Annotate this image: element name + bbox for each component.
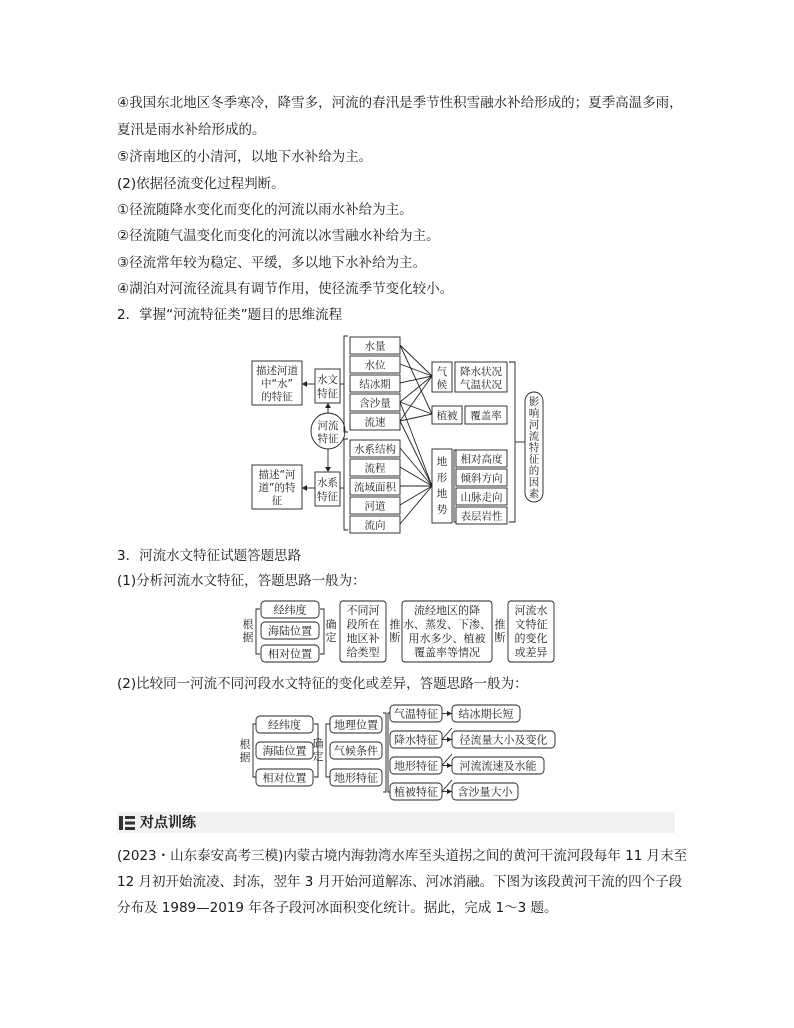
result-item: 径流量大小及变化 <box>459 733 548 747</box>
svg-text:断: 断 <box>389 631 401 644</box>
rule-2: ②径流随气温变化而变化的河流以冰雪融水补给为主。 <box>117 228 440 244</box>
feature-item: 地形特征 <box>394 759 438 773</box>
subheading-1: (1)分析河流水文特征，答题思路一般为： <box>117 573 366 589</box>
svg-text:征: 征 <box>528 453 540 466</box>
system-item: 流程 <box>364 462 386 475</box>
para-5: ⑤济南地区的小清河，以地下水补给为主。 <box>117 149 373 165</box>
factors-label <box>529 396 540 500</box>
result-line: 地区补 <box>346 632 380 645</box>
exercise-line-1: (2023・山东泰安高考三模)内蒙古境内海勃湾水库至头道拐之间的黄河干流河段每年 11 月末至 <box>117 848 688 864</box>
process-line: 流经地区的降 <box>414 604 480 617</box>
process-line: 用水多少、植被 <box>408 632 486 645</box>
svg-text:流: 流 <box>528 430 540 443</box>
hydro-item: 水位 <box>364 359 386 372</box>
svg-text:据: 据 <box>239 751 251 764</box>
river-features-diagram <box>248 330 548 534</box>
svg-text:特: 特 <box>528 442 540 454</box>
hydro-item: 结冰期 <box>359 378 391 391</box>
hydro-item: 水量 <box>364 340 386 353</box>
process-line: 覆盖率等情况 <box>414 646 480 659</box>
result-item: 结冰期长短 <box>458 707 514 721</box>
svg-text:素: 素 <box>528 488 540 500</box>
system-label: 水系 <box>317 477 338 489</box>
connector-lines <box>400 345 432 524</box>
svg-text:确: 确 <box>325 618 337 631</box>
basis-item: 相对位置 <box>262 771 307 785</box>
hydro-label: 特征 <box>317 388 338 400</box>
vegetation-item: 覆盖率 <box>470 410 502 422</box>
terrain-label: 势 <box>436 504 448 516</box>
system-item: 水系结构 <box>354 443 396 456</box>
terrain-label: 地 <box>436 456 448 468</box>
climate-item: 降水状况 <box>460 366 502 378</box>
final-line: 河流水 <box>514 604 548 617</box>
svg-text:据: 据 <box>242 631 254 644</box>
mid-item: 地形特征 <box>334 771 378 785</box>
exercise-line-2: 12 月初开始流凌、封冻，翌年 3 月开始河道解冻、河冰消融。下图为该段黄河干流的四个子段 <box>117 874 683 890</box>
rule-4: ④湖泊对河流径流具有调节作用，使径流季节变化较小。 <box>117 281 454 297</box>
result-line: 不同河 <box>346 604 380 617</box>
section-title: 对点训练 <box>140 815 196 831</box>
svg-text:确: 确 <box>312 737 324 750</box>
svg-text:因: 因 <box>528 476 540 489</box>
terrain-label: 地 <box>436 488 448 500</box>
terrain-label: 形 <box>436 472 448 484</box>
terrain-item: 山脉走向 <box>460 491 503 504</box>
system-item: 流向 <box>364 519 386 532</box>
hydro-label: 水文 <box>317 374 338 386</box>
mid-item: 气候条件 <box>334 744 378 758</box>
vegetation-label: 植被 <box>436 410 458 422</box>
feature-item: 降水特征 <box>394 733 438 747</box>
para-4b: 夏汛是雨水补给形成的。 <box>117 122 266 138</box>
svg-text:推: 推 <box>389 618 401 631</box>
terrain-item: 相对高度 <box>460 453 503 466</box>
subheading-2: (2)比较同一河流不同河段水文特征的变化或差异，答题思路一般为： <box>117 676 528 692</box>
river-label: 河流 <box>317 420 339 432</box>
para-4a: ④我国东北地区冬季寒冷，降雪多，河流的春汛是季节性积雪融水补给形成的；夏季高温多雨， <box>117 95 683 111</box>
heading-2: 2．掌握“河流特征类”题目的思维流程 <box>117 307 343 323</box>
final-line: 文特征 <box>514 618 548 631</box>
left-top-line: 中“水” <box>261 378 293 390</box>
svg-text:根: 根 <box>239 738 251 751</box>
result-item: 含沙量大小 <box>457 785 513 799</box>
svg-text:河: 河 <box>528 419 540 431</box>
mid-item: 地理位置 <box>334 718 378 732</box>
hydro-analysis-diagram <box>240 598 570 666</box>
section-bar <box>117 812 675 833</box>
result-line: 段所在 <box>346 618 380 631</box>
left-top-line: 的特征 <box>261 391 293 403</box>
final-line: 的变化 <box>514 632 548 645</box>
left-bottom-line: 道”的特 <box>258 482 296 494</box>
hydro-item: 流速 <box>364 416 386 429</box>
basis-item: 经纬度 <box>268 718 301 732</box>
basis-item: 相对位置 <box>268 647 312 661</box>
system-item: 河道 <box>364 500 386 513</box>
terrain-item: 倾斜方向 <box>460 472 503 485</box>
svg-text:定: 定 <box>312 750 324 763</box>
svg-text:响: 响 <box>528 407 540 420</box>
basis-item: 海陆位置 <box>262 744 307 758</box>
river-section-diagram <box>236 702 566 802</box>
section-list-icon <box>119 816 135 830</box>
terrain-item: 表层岩性 <box>460 510 503 523</box>
river-label: 特征 <box>317 433 339 445</box>
climate-label: 气 <box>436 366 448 378</box>
climate-item: 气温状况 <box>460 379 502 391</box>
left-bottom-line: 描述“河 <box>258 469 296 481</box>
exercise-line-3: 分布及 1989—2019 年各子段河冰面积变化统计。据此，完成 1～3 题。 <box>117 900 558 916</box>
rule-1: ①径流随降水变化而变化的河流以雨水补给为主。 <box>117 202 413 218</box>
svg-text:定: 定 <box>325 631 337 644</box>
heading-3: 3．河流水文特征试题答题思路 <box>117 548 302 564</box>
rule-3: ③径流常年较为稳定、平缓，多以地下水补给为主。 <box>117 255 427 271</box>
hydro-items <box>350 337 400 430</box>
feature-item: 气温特征 <box>394 707 438 721</box>
system-items <box>350 440 400 533</box>
svg-text:根: 根 <box>242 618 254 631</box>
system-item: 流域面积 <box>354 481 396 494</box>
result-item: 河流流速及水能 <box>459 759 537 773</box>
feature-item: 植被特征 <box>394 785 438 799</box>
left-bottom-line: 征 <box>271 495 283 507</box>
process-line: 水、蒸发、下渗、 <box>403 618 491 631</box>
result-line: 给类型 <box>346 646 380 659</box>
left-top-line: 描述河道 <box>256 365 298 377</box>
svg-text:推: 推 <box>494 618 506 631</box>
hydro-item: 含沙量 <box>359 397 391 410</box>
svg-text:影: 影 <box>528 396 540 408</box>
final-line: 或差异 <box>514 646 548 659</box>
basis-item: 经纬度 <box>273 603 307 617</box>
feature-arrows <box>442 711 452 794</box>
climate-label: 候 <box>436 379 448 391</box>
system-label: 特征 <box>317 491 338 503</box>
question-2: (2)依据径流变化过程判断。 <box>117 176 285 192</box>
svg-text:断: 断 <box>494 631 506 644</box>
svg-text:的: 的 <box>528 465 540 477</box>
basis-item: 海陆位置 <box>268 624 312 638</box>
